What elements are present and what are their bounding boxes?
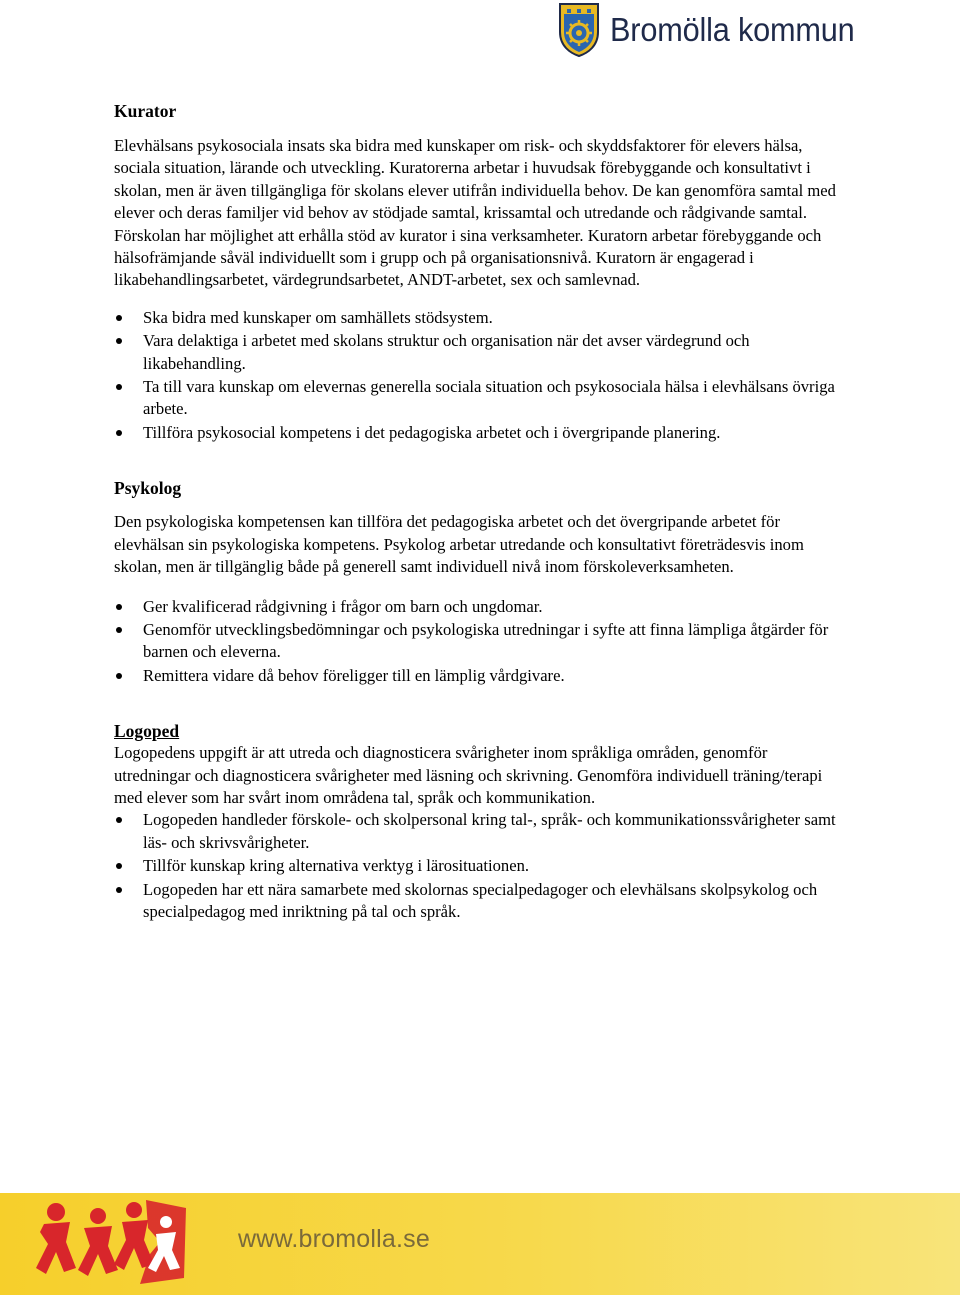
list-item: Logopeden handleder förskole- och skolpersonal kring tal-, språk- och kommunikationssvårigheter samt läs- och skrivsvårigheter.: [114, 809, 844, 854]
logo-text: Bromölla kommun: [610, 11, 855, 48]
list-kurator: [114, 307, 844, 444]
list-psykolog: [114, 596, 844, 688]
document-body: [114, 100, 844, 923]
section-psykolog: [114, 477, 844, 687]
list-item: Tillföra psykosocial kompetens i det pedagogiska arbetet och i övergripande planering.: [114, 422, 844, 444]
list-item: Tillför kunskap kring alternativa verktyg i lärosituationen.: [114, 855, 844, 877]
footer-url[interactable]: www.bromolla.se: [238, 1225, 430, 1253]
heading-logoped: Logoped: [114, 721, 180, 742]
list-item: Ger kvalificerad rådgivning i frågor om barn och ungdomar.: [114, 596, 844, 618]
footer-band: [0, 1193, 960, 1295]
header-logo: [558, 2, 873, 58]
list-item: Ska bidra med kunskaper om samhällets stödsystem.: [114, 307, 844, 329]
section-kurator: [114, 100, 844, 444]
paragraph-logoped: Logopedens uppgift är att utreda och diagnosticera svårigheter inom språkliga områden, genomför utredningar och diagnosticera svårigheter med läsning och skrivning. Genomföra individuell träning/terapi med elever som har svårt inom områdena tal, språk och kommunikation.: [114, 743, 823, 807]
list-item: Genomför utvecklingsbedömningar och psykologiska utredningar i syfte att finna lämpliga åtgärder för barnen och eleverna.: [114, 619, 844, 664]
list-item: Ta till vara kunskap om elevernas generella sociala situation och psykosociala hälsa i elevhälsans övriga arbete.: [114, 376, 844, 421]
coat-of-arms-icon: [558, 2, 600, 58]
list-item: Remittera vidare då behov föreligger till en lämplig vårdgivare.: [114, 665, 844, 687]
paragraph-kurator: Elevhälsans psykosociala insats ska bidra med kunskaper om risk- och skyddsfaktorer för elevers hälsa, sociala situation, lärande och utveckling. Kuratorerna arbetar i huvudsak förebyggande och konsultativt i skolan, men är även tillgängliga för skolans elever utifrån individuella behov. De kan genomföra samtal med elever och deras familjer vid behov av stödjade samtal, krissamtal och utredande och rådgivande samtal. Förskolan har möjlighet att erhålla stöd av kurator i sina verksamheter. Kuratorn arbetar förebyggande och hälsofrämjande såväl individuellt som i grupp och på organisationsnivå. Kuratorn är engagerad i likabehandlingsarbetet, värdegrundsarbetet, ANDT-arbetet, sex och samlevnad.: [114, 136, 836, 290]
heading-psykolog: Psykolog: [114, 478, 182, 499]
section-logoped: [114, 720, 844, 923]
paragraph-psykolog: Den psykologiska kompetensen kan tillföra det pedagogiska arbetet och det övergripande arbetet för elevhälsan sin psykologiska kompetens. Psykolog arbetar utredande och konsultativt företrädesvis inom skolan, men är tillgänglig både på generell samt individuell nivå inom förskoleverksamheten.: [114, 512, 804, 577]
list-logoped: [114, 809, 844, 923]
list-item: Logopeden har ett nära samarbete med skolornas specialpedagoger och elevhälsans skolpsykolog och specialpedagog med inriktning på tal och språk.: [114, 879, 844, 924]
heading-kurator: Kurator: [114, 101, 177, 121]
list-item: Vara delaktiga i arbetet med skolans struktur och organisation när det avser värdegrund och likabehandling.: [114, 330, 844, 375]
figures-logo-icon: [36, 1198, 186, 1286]
